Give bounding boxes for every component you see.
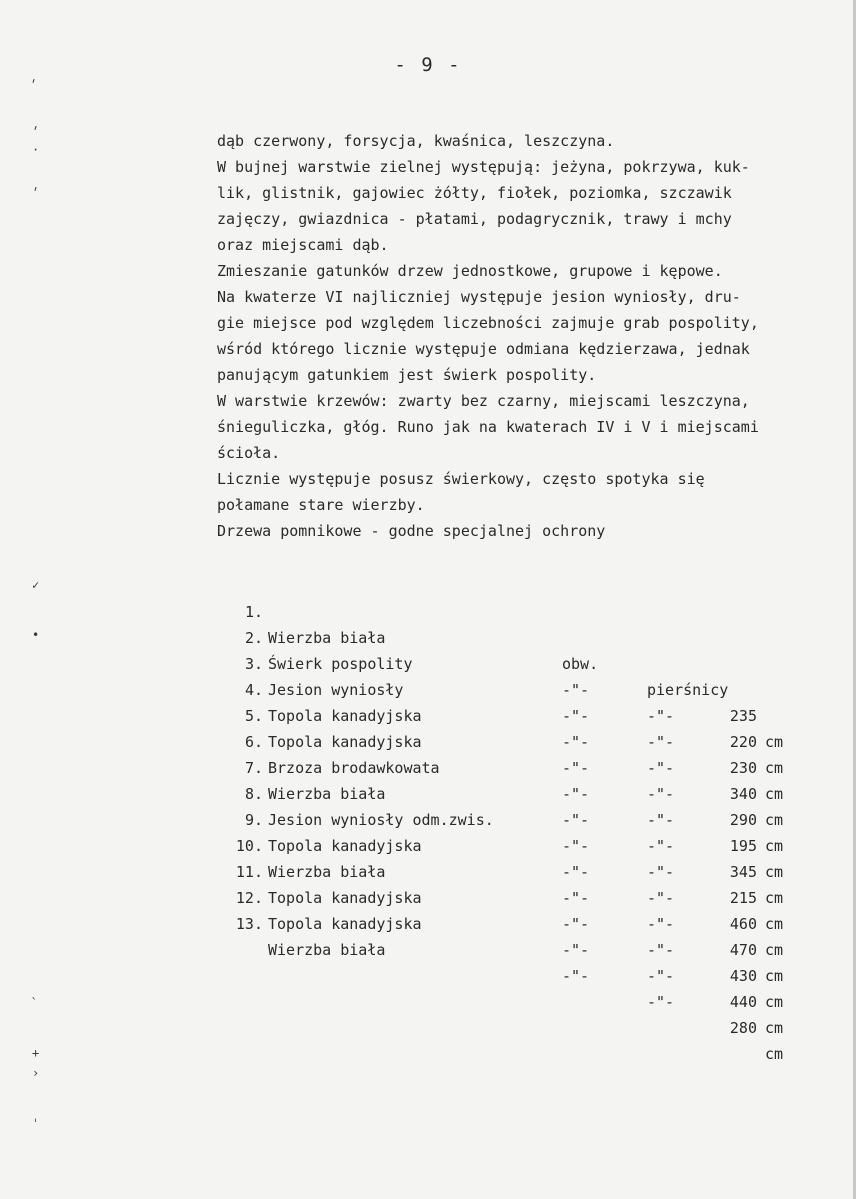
- circumference-value: 220: [729, 733, 757, 751]
- measure-label: obw.: [562, 655, 599, 673]
- circumference-value: 340: [729, 785, 757, 803]
- tree-number: 11.: [235, 863, 263, 881]
- body-paragraph: [217, 128, 853, 544]
- unit-label: cm: [765, 915, 784, 933]
- circumference-value: 290: [729, 811, 757, 829]
- scan-mark: ׳: [30, 78, 38, 92]
- ditto-mark: -"-: [562, 681, 590, 699]
- tree-species: Jesion wyniosły odm.zwis.: [268, 811, 494, 829]
- tree-number: 10.: [235, 837, 263, 855]
- tree-number: 9.: [244, 811, 263, 829]
- circumference-value: 470: [729, 941, 757, 959]
- tree-species: Wierzba biała: [268, 785, 386, 803]
- ditto-mark: -"-: [562, 811, 590, 829]
- ditto-mark: -"-: [647, 785, 675, 803]
- tree-number: 12.: [235, 889, 263, 907]
- ditto-mark: -"-: [647, 707, 675, 725]
- text-line: Zmieszanie gatunków drzew jednostkowe, grupowe i kępowe.: [217, 262, 723, 280]
- circumference-value: 235: [729, 707, 757, 725]
- ditto-mark: -"-: [647, 837, 675, 855]
- tree-species: Wierzba biała: [268, 863, 386, 881]
- text-line: lik, glistnik, gajowiec żółty, fiołek, poziomka, szczawik: [217, 184, 732, 202]
- tree-species: Wierzba biała: [268, 941, 386, 959]
- tree-number: 7.: [244, 759, 263, 777]
- ditto-mark: -"-: [647, 941, 675, 959]
- unit-label: cm: [765, 863, 784, 881]
- ditto-mark: -"-: [562, 759, 590, 777]
- unit-label: cm: [765, 993, 784, 1011]
- unit-label: cm: [765, 1019, 784, 1037]
- ditto-mark: -"-: [562, 707, 590, 725]
- ditto-mark: -"-: [647, 863, 675, 881]
- ditto-mark: -"-: [562, 915, 590, 933]
- text-line: połamane stare wierzby.: [217, 496, 425, 514]
- text-line: wśród którego licznie występuje odmiana kędzierzawa, jednak: [217, 340, 750, 358]
- ditto-mark: -"-: [647, 915, 675, 933]
- page-number: - 9 -: [394, 54, 462, 76]
- ditto-mark: -"-: [647, 993, 675, 1011]
- tree-species: Wierzba biała: [268, 629, 386, 647]
- circumference-value: 440: [729, 993, 757, 1011]
- tree-number: 5.: [244, 707, 263, 725]
- text-line: Na kwaterze VI najliczniej występuje jesion wyniosły, dru-: [217, 288, 741, 306]
- circumference-value: 280: [729, 1019, 757, 1037]
- tree-number: 6.: [244, 733, 263, 751]
- ditto-mark: -"-: [647, 967, 675, 985]
- ditto-mark: -"-: [562, 785, 590, 803]
- text-line: Drzewa pomnikowe - godne specjalnej ochrony: [217, 522, 606, 540]
- measure-label: pierśnicy: [647, 681, 729, 699]
- text-line: zajęczy, gwiazdnica - płatami, podagrycznik, trawy i mchy: [217, 210, 732, 228]
- ditto-mark: -"-: [562, 889, 590, 907]
- scan-mark: ✓: [32, 578, 40, 592]
- text-line: panującym gatunkiem jest świerk pospolity.: [217, 366, 597, 384]
- ditto-mark: -"-: [562, 863, 590, 881]
- unit-label: cm: [765, 811, 784, 829]
- tree-number: 8.: [244, 785, 263, 803]
- unit-label: cm: [765, 941, 784, 959]
- tree-species: Jesion wyniosły: [268, 681, 404, 699]
- tree-species: Topola kanadyjska: [268, 915, 422, 933]
- text-line: śnieguliczka, głóg. Runo jak na kwaterach IV i V i miejscami: [217, 418, 759, 436]
- text-line: ścioła.: [217, 444, 281, 462]
- circumference-value: 195: [729, 837, 757, 855]
- monument-trees-list: [217, 573, 797, 1063]
- text-line: W warstwie krzewów: zwarty bez czarny, miejscami leszczyna,: [217, 392, 750, 410]
- tree-number: 4.: [244, 681, 263, 699]
- scan-mark: ›: [32, 1066, 40, 1080]
- scan-mark: ׳: [32, 125, 40, 139]
- scan-mark: •: [32, 628, 40, 642]
- unit-label: cm: [765, 967, 784, 985]
- unit-label: cm: [765, 785, 784, 803]
- text-line: Licznie występuje posusz świerkowy, często spotyka się: [217, 470, 705, 488]
- unit-label: cm: [765, 837, 784, 855]
- tree-species: Świerk pospolity: [268, 655, 413, 673]
- tree-species: Topola kanadyjska: [268, 733, 422, 751]
- text-line: oraz miejscami dąb.: [217, 236, 389, 254]
- tree-species: Topola kanadyjska: [268, 707, 422, 725]
- ditto-mark: -"-: [647, 811, 675, 829]
- text-line: dąb czerwony, forsycja, kwaśnica, leszczyna.: [217, 132, 615, 150]
- scan-mark: ·: [32, 143, 40, 157]
- text-line: W bujnej warstwie zielnej występują: jeżyna, pokrzywa, kuk-: [217, 158, 750, 176]
- tree-species: Brzoza brodawkowata: [268, 759, 440, 777]
- tree-species: Topola kanadyjska: [268, 889, 422, 907]
- tree-number: 3.: [244, 655, 263, 673]
- circumference-value: 230: [729, 759, 757, 777]
- text-line: gie miejsce pod względem liczebności zajmuje grab pospolity,: [217, 314, 759, 332]
- ditto-mark: -"-: [562, 733, 590, 751]
- circumference-value: 345: [729, 863, 757, 881]
- scan-mark: +: [32, 1046, 40, 1060]
- unit-label: cm: [765, 1045, 784, 1063]
- ditto-mark: -"-: [562, 941, 590, 959]
- scan-mark: ׳: [32, 186, 40, 200]
- unit-label: cm: [765, 889, 784, 907]
- ditto-mark: -"-: [647, 733, 675, 751]
- ditto-mark: -"-: [562, 837, 590, 855]
- ditto-mark: -"-: [647, 759, 675, 777]
- circumference-value: 430: [729, 967, 757, 985]
- tree-number: 2.: [244, 629, 263, 647]
- tree-number: 13.: [235, 915, 263, 933]
- ditto-mark: -"-: [562, 967, 590, 985]
- tree-species: Topola kanadyjska: [268, 837, 422, 855]
- circumference-value: 460: [729, 915, 757, 933]
- unit-label: cm: [765, 759, 784, 777]
- unit-label: cm: [765, 733, 784, 751]
- scan-mark: ˎ: [30, 985, 38, 999]
- scan-mark: ˈ: [32, 1117, 40, 1131]
- circumference-value: 215: [729, 889, 757, 907]
- ditto-mark: -"-: [647, 889, 675, 907]
- tree-number: 1.: [244, 603, 263, 621]
